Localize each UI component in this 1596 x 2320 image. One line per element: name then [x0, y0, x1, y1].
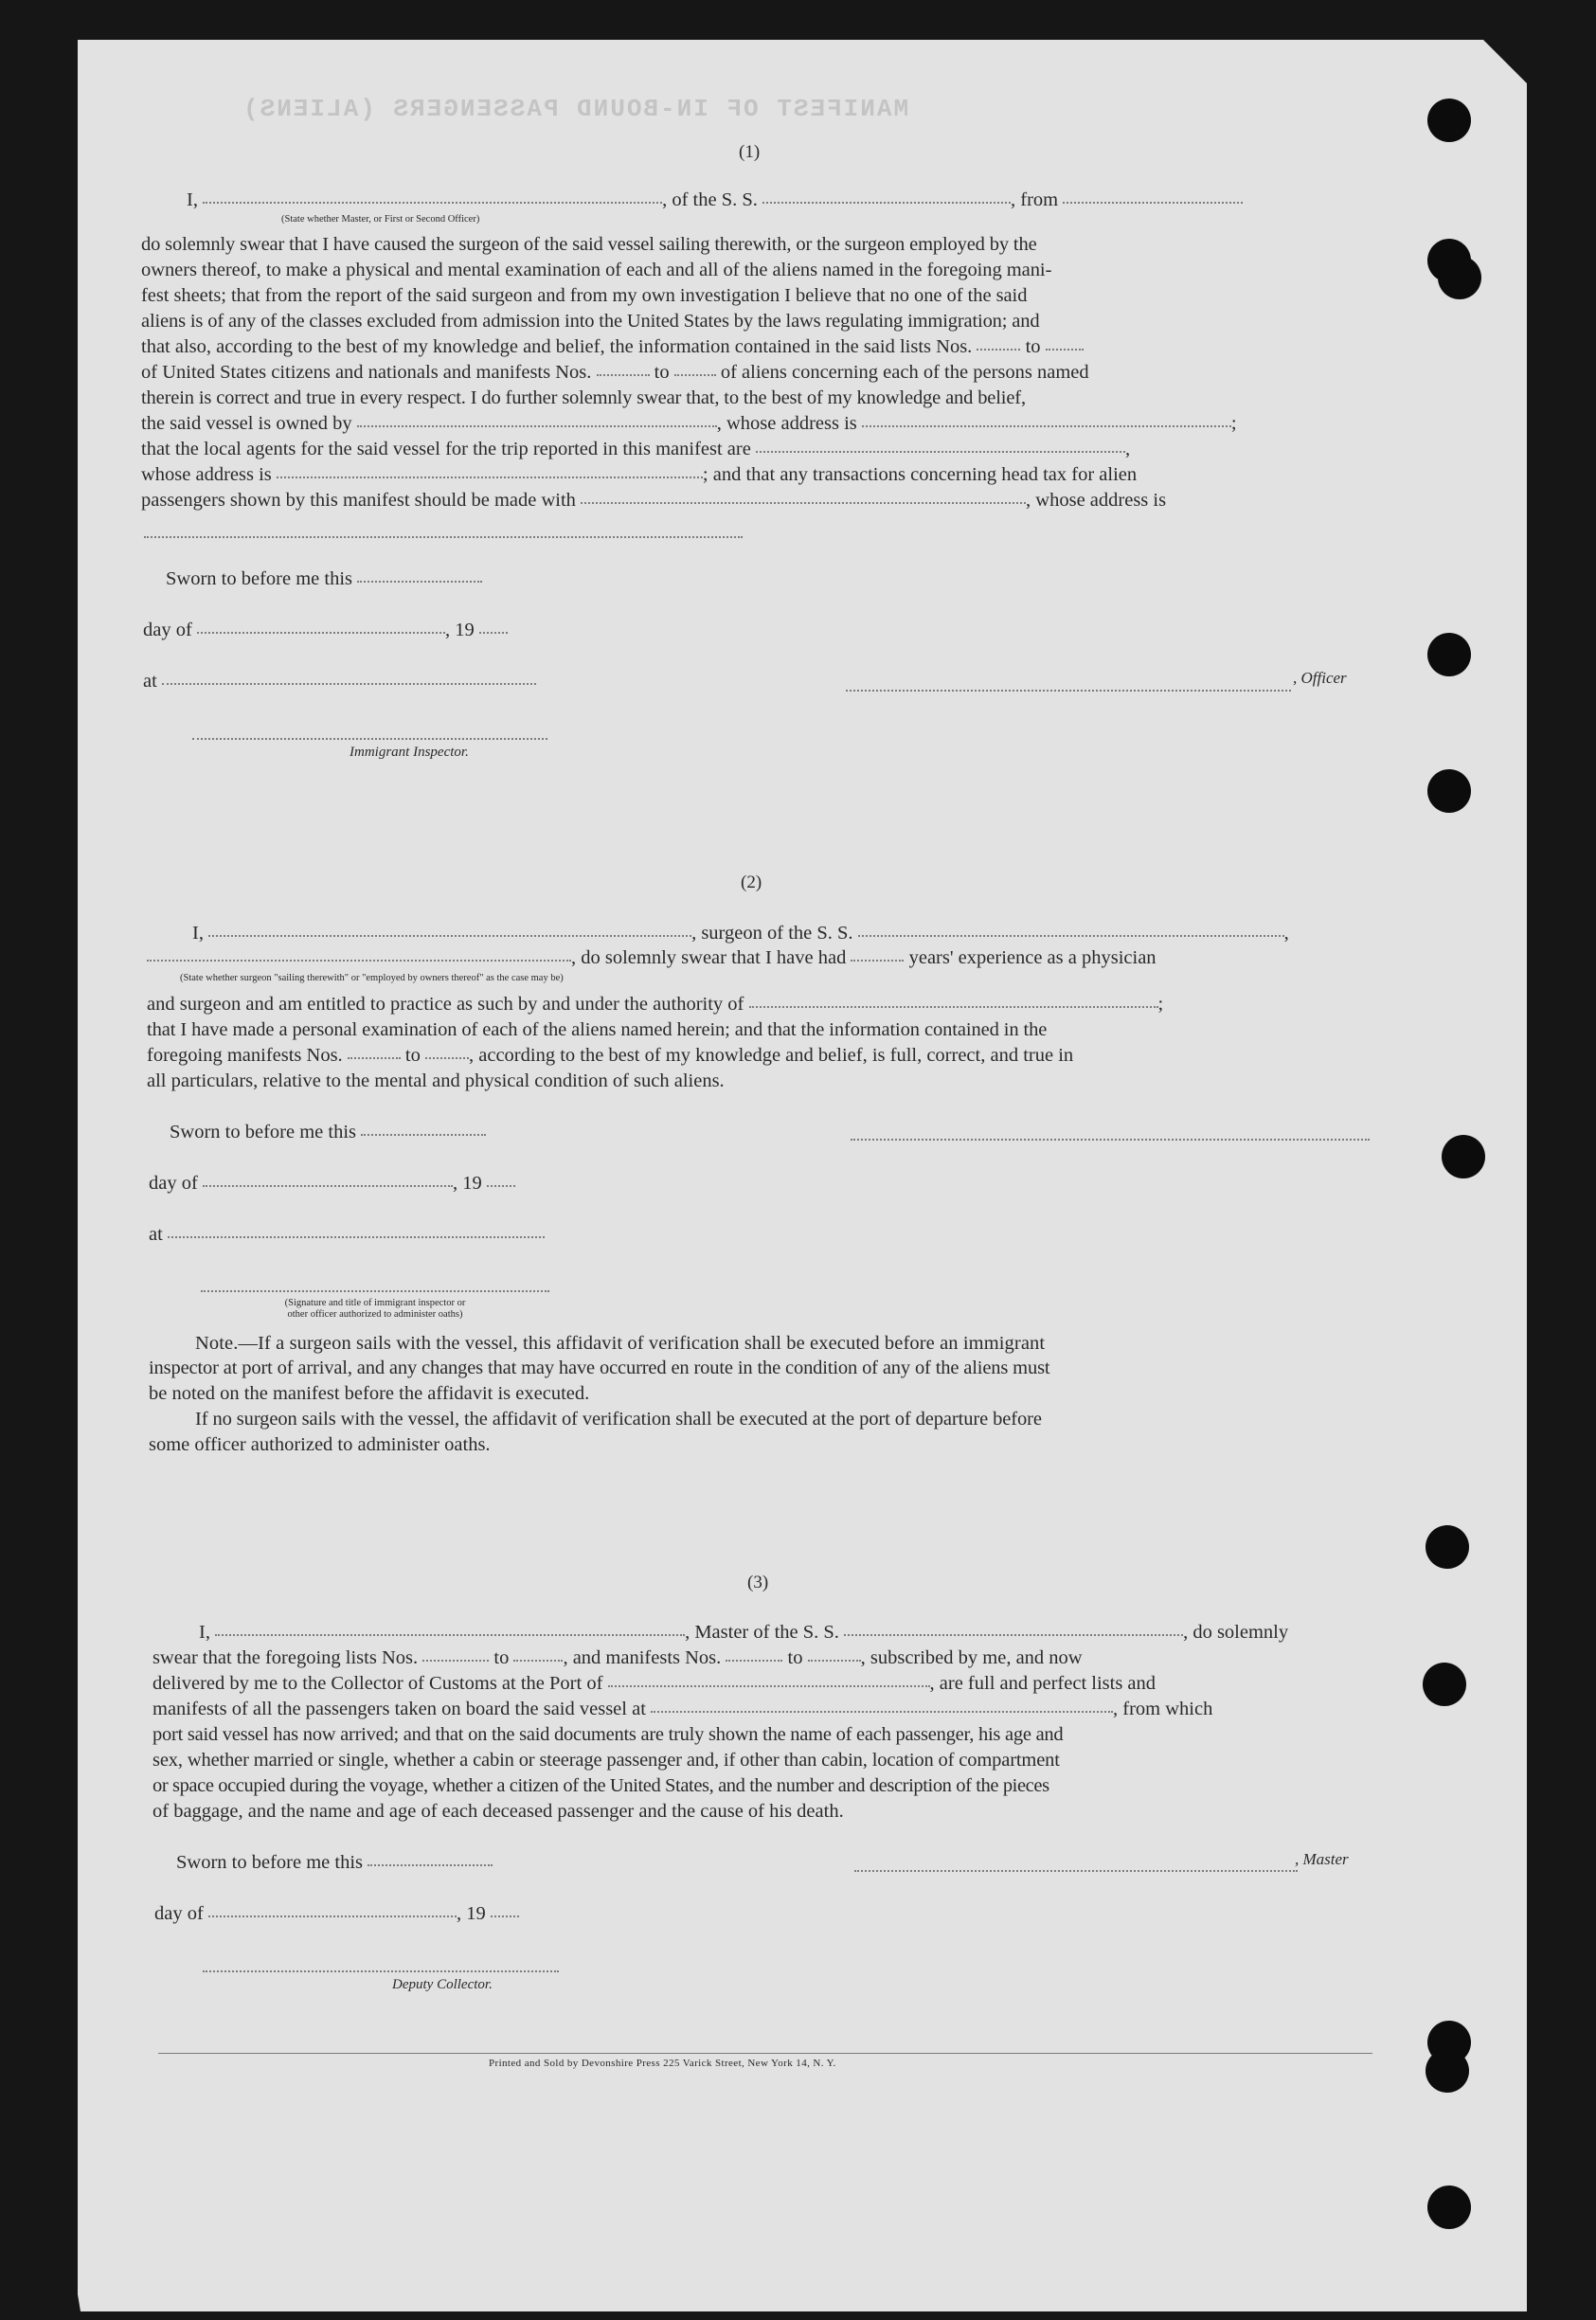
- s2-years-field[interactable]: [851, 959, 904, 962]
- s1-line-1: [187, 189, 1243, 211]
- punch-hole: [1427, 2185, 1471, 2229]
- s1-vessel-field[interactable]: [762, 201, 1011, 204]
- s1-sworn-line: [166, 568, 482, 590]
- s2-note-line: Note.—If a surgeon sails with the vessel, this affidavit of verification shall be executed before an immigrant: [195, 1333, 1046, 1354]
- s2-line-3: [147, 994, 1163, 1016]
- s1-from-port-field[interactable]: [1063, 201, 1243, 204]
- s3-lists-to: to: [493, 1647, 510, 1668]
- s2-authority-field[interactable]: [749, 1005, 1158, 1008]
- s3-day-of-label: day of: [154, 1903, 204, 1924]
- s3-manifests-text: , and manifests Nos.: [563, 1647, 722, 1668]
- punch-hole: [1427, 99, 1471, 142]
- s2-sworn-label: Sworn to before me this: [170, 1122, 356, 1142]
- s3-collector-text: delivered by me to the Collector of Customs at the Port of: [152, 1673, 603, 1694]
- s2-at-label: at: [149, 1224, 163, 1245]
- s3-port-field[interactable]: [608, 1684, 930, 1687]
- s2-at-line: [149, 1224, 545, 1246]
- s1-aliens-text: of aliens concerning each of the persons named: [720, 362, 1089, 383]
- s2-line-2: [147, 947, 1157, 969]
- punch-hole: [1426, 2049, 1469, 2093]
- s1-payee-address-field[interactable]: [144, 536, 743, 538]
- s3-embark-port-field[interactable]: [651, 1710, 1113, 1713]
- s2-inspector-signature-field[interactable]: [201, 1290, 549, 1292]
- s1-manifests-text: of United States citizens and nationals and manifests Nos.: [141, 362, 592, 383]
- s1-at-line: [143, 671, 536, 692]
- s1-day-of-label: day of: [143, 620, 192, 640]
- punch-hole: [1442, 1135, 1485, 1178]
- s2-note-line: be noted on the manifest before the affidavit is executed.: [149, 1383, 590, 1404]
- s1-paragraph-line: do solemnly swear that I have caused the surgeon of the said vessel sailing therewith, or the surgeon employed by the: [141, 234, 1037, 255]
- s3-line-3: [152, 1673, 1156, 1695]
- s3-month-field[interactable]: [208, 1915, 457, 1917]
- s2-surgeon-status-field[interactable]: [147, 959, 571, 962]
- s3-lists-text: swear that the foregoing lists Nos.: [152, 1647, 419, 1668]
- s1-paragraph-line: [141, 362, 1089, 384]
- section-3-number: (3): [747, 1573, 769, 1592]
- s1-day-line: [143, 620, 508, 641]
- s2-surgeon-name-field[interactable]: [208, 934, 691, 937]
- punch-hole: [1426, 1525, 1469, 1569]
- s2-note-line: some officer authorized to administer oaths.: [149, 1434, 491, 1455]
- s2-vessel-field[interactable]: [858, 934, 1284, 937]
- s3-line-4: [152, 1699, 1212, 1720]
- s1-officer-note: (State whether Master, or First or Second Officer): [281, 214, 480, 225]
- s1-paragraph-line: [141, 413, 1237, 435]
- s2-manifests-to: to: [404, 1045, 421, 1066]
- s1-lists-to: to: [1025, 336, 1041, 357]
- s1-paragraph-line: [141, 490, 1166, 512]
- s2-surgeon-signature-field[interactable]: [851, 1139, 1370, 1141]
- s3-full-lists-text: , are full and perfect lists and: [929, 1673, 1157, 1694]
- s3-i: I,: [199, 1622, 210, 1643]
- s1-year-field[interactable]: [479, 631, 508, 634]
- s2-surgeon-of-ss: , surgeon of the S. S.: [691, 923, 853, 944]
- s1-paragraph-line: owners thereof, to make a physical and mental examination of each and all of the aliens named in the foregoing mani-: [141, 260, 1052, 280]
- s2-authority-text: and surgeon and am entitled to practice as such by and under the authority of: [147, 994, 744, 1015]
- s3-year-label: , 19: [456, 1903, 486, 1924]
- s1-at-place-field[interactable]: [162, 682, 536, 685]
- s3-from-which: , from which: [1113, 1699, 1213, 1719]
- s3-collector-caption: Deputy Collector.: [392, 1977, 493, 1992]
- punch-hole: [1438, 256, 1481, 299]
- s3-master-signature-field[interactable]: [854, 1870, 1298, 1872]
- s3-paragraph-line: of baggage, and the name and age of each deceased passenger and the cause of his death.: [152, 1801, 844, 1822]
- section-1-number: (1): [739, 142, 761, 162]
- s2-year-label: , 19: [452, 1173, 482, 1194]
- s2-signature-caption: [201, 1298, 549, 1321]
- s3-year-field[interactable]: [491, 1915, 519, 1917]
- s3-paragraph-line: port said vessel has now arrived; and that on the said documents are truly shown the name of each passenger, his age and: [152, 1724, 1064, 1745]
- s1-from: , from: [1011, 189, 1059, 210]
- s3-line-1: [199, 1622, 1288, 1644]
- s1-agents-text: that the local agents for the said vessel for the trip reported in this manifest are: [141, 439, 751, 459]
- s2-note-line: If no surgeon sails with the vessel, the affidavit of verification shall be executed at the port of departure before: [195, 1409, 1042, 1430]
- s1-passengers-text: passengers shown by this manifest should be made with: [141, 490, 576, 511]
- punch-hole: [1423, 1663, 1466, 1706]
- s1-paragraph-line: aliens is of any of the classes excluded from admission into the United States by the laws regulating immigration; and: [141, 311, 1040, 332]
- s1-officer-name-field[interactable]: [203, 201, 662, 204]
- s3-day-line: [154, 1903, 519, 1925]
- s2-comma: ,: [1283, 923, 1289, 944]
- s1-i: I,: [187, 189, 198, 210]
- s3-subscribed-text: , subscribed by me, and now: [860, 1647, 1083, 1668]
- s1-manifests-to: to: [654, 362, 670, 383]
- s2-sworn-date-field[interactable]: [361, 1133, 486, 1136]
- s1-owned-by: the said vessel is owned by: [141, 413, 352, 434]
- section-2-number: (2): [741, 872, 762, 892]
- s2-manifests-to-field[interactable]: [425, 1056, 469, 1059]
- s2-manifests-text: foregoing manifests Nos.: [147, 1045, 343, 1066]
- s1-comma: ,: [1124, 439, 1131, 459]
- bleed-through-title: MANIFEST OF IN-BOUND PASSENGERS (ALIENS): [242, 95, 909, 123]
- s2-day-line: [149, 1173, 515, 1195]
- s3-line-2: [152, 1647, 1083, 1669]
- s1-at-label: at: [143, 671, 157, 692]
- s1-of-ss: , of the S. S.: [662, 189, 758, 210]
- s2-manifests-from-field[interactable]: [348, 1056, 401, 1059]
- s1-agents-address-field[interactable]: [277, 476, 703, 478]
- s1-paragraph-line: [141, 464, 1137, 486]
- s3-paragraph-line: sex, whether married or single, whether a cabin or steerage passenger and, if other than cabin, location of compartment: [152, 1750, 1060, 1771]
- s3-vessel-field[interactable]: [844, 1633, 1183, 1636]
- s1-payee-address-label: , whose address is: [1026, 490, 1167, 511]
- s2-paragraph-line: all particulars, relative to the mental and physical condition of such aliens.: [147, 1070, 725, 1091]
- s1-sworn-date-field[interactable]: [357, 580, 482, 583]
- s2-day-of-label: day of: [149, 1173, 198, 1194]
- s2-sworn-line: [170, 1122, 486, 1143]
- s2-belief-text: , according to the best of my knowledge and belief, is full, correct, and true in: [469, 1045, 1074, 1066]
- s1-head-tax-text: ; and that any transactions concerning head tax for alien: [702, 464, 1138, 485]
- s2-at-place-field[interactable]: [168, 1235, 545, 1238]
- punch-hole: [1427, 769, 1471, 813]
- s2-year-field[interactable]: [487, 1184, 515, 1187]
- s1-lists-from-field[interactable]: [977, 348, 1020, 351]
- s1-semicolon: ;: [1230, 413, 1237, 434]
- s2-experience-text: years' experience as a physician: [908, 947, 1157, 968]
- s1-manifests-from-field[interactable]: [597, 373, 650, 376]
- s3-sworn-line: [176, 1852, 493, 1874]
- s1-paragraph-line: therein is correct and true in every respect. I do further solemnly swear that, to the best of my knowledge and belief,: [141, 387, 1026, 408]
- printer-imprint: Printed and Sold by Devonshire Press 225 Varick Street, New York 14, N. Y.: [489, 2058, 836, 2069]
- s3-master-of-ss: , Master of the S. S.: [685, 1622, 839, 1643]
- s2-line-5: [147, 1045, 1073, 1067]
- s1-owner-address-field[interactable]: [862, 424, 1231, 427]
- s3-master-name-field[interactable]: [215, 1633, 685, 1636]
- s2-line-1: [192, 923, 1289, 944]
- s2-note-line: inspector at port of arrival, and any changes that may have occurred en route in the condition of any of the aliens must: [149, 1358, 1050, 1378]
- s3-taken-on-board-text: manifests of all the passengers taken on board the said vessel at: [152, 1699, 646, 1719]
- s3-manifests-from-field[interactable]: [726, 1659, 782, 1662]
- s1-sworn-label: Sworn to before me this: [166, 568, 352, 589]
- s3-lists-from-field[interactable]: [422, 1659, 489, 1662]
- s1-lists-text: that also, according to the best of my knowledge and belief, the information contained in the said lists Nos.: [141, 336, 973, 357]
- s2-paragraph-line: that I have made a personal examination of each of the aliens named herein; and that the information contained in the: [147, 1019, 1048, 1040]
- footer-rule: [158, 2053, 1372, 2054]
- s1-owner-field[interactable]: [357, 424, 717, 427]
- s1-owner-address-label: , whose address is: [716, 413, 857, 434]
- s1-officer-signature-field[interactable]: [846, 690, 1291, 692]
- s1-manifests-to-field[interactable]: [674, 373, 716, 376]
- s3-paragraph-line: or space occupied during the voyage, whether a citizen of the United States, and the number and description of the pieces: [152, 1775, 1049, 1796]
- s1-inspector-caption: Immigrant Inspector.: [350, 745, 469, 760]
- s1-paragraph-line: fest sheets; that from the report of the said surgeon and from my own investigation I believe that no one of the said: [141, 285, 1028, 306]
- s3-manifests-to-field[interactable]: [808, 1659, 861, 1662]
- s3-solemnly: , do solemnly: [1183, 1622, 1289, 1643]
- s3-sworn-date-field[interactable]: [368, 1863, 493, 1866]
- s1-inspector-signature-field[interactable]: [192, 738, 547, 740]
- s3-master-caption: , Master: [1295, 1850, 1349, 1868]
- s1-head-tax-payee-field[interactable]: [581, 501, 1026, 504]
- s3-collector-signature-field[interactable]: [203, 1970, 559, 1972]
- s1-month-field[interactable]: [197, 631, 445, 634]
- s3-lists-to-field[interactable]: [513, 1659, 563, 1662]
- s2-swear-text: , do solemnly swear that I have had: [571, 947, 847, 968]
- s2-i: I,: [192, 923, 204, 944]
- s1-paragraph-line: [141, 336, 1084, 358]
- s2-signature-caption-line-2: other officer authorized to administer oaths): [287, 1309, 463, 1320]
- s1-agents-field[interactable]: [756, 450, 1125, 453]
- punch-hole: [1427, 633, 1471, 676]
- s3-manifests-to: to: [787, 1647, 803, 1668]
- s2-month-field[interactable]: [203, 1184, 453, 1187]
- s2-surgeon-note: (State whether surgeon "sailing therewith" or "employed by owners thereof" as the case may be): [180, 973, 564, 983]
- s1-year-label: , 19: [444, 620, 475, 640]
- s1-lists-to-field[interactable]: [1046, 348, 1084, 351]
- s2-signature-caption-line-1: (Signature and title of immigrant inspector or: [284, 1298, 466, 1308]
- s3-sworn-label: Sworn to before me this: [176, 1852, 363, 1873]
- s2-semicolon: ;: [1157, 994, 1164, 1015]
- s1-paragraph-line: [141, 439, 1130, 460]
- s1-officer-caption: , Officer: [1293, 669, 1347, 687]
- s1-agents-address-label: whose address is: [141, 464, 272, 485]
